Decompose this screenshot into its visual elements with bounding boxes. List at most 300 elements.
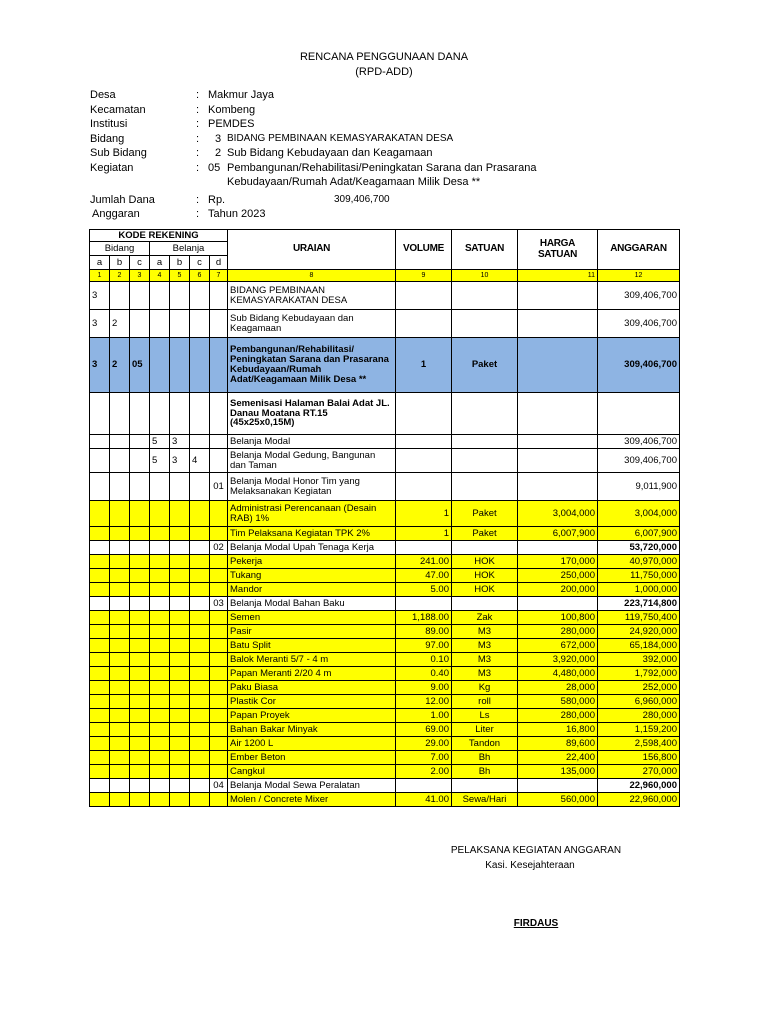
kode-cell: 05: [130, 338, 150, 393]
harga-satuan-cell: 16,800: [518, 723, 598, 737]
kode-cell: [190, 667, 210, 681]
kode-cell: [170, 695, 190, 709]
uraian-cell: Pasir: [228, 625, 396, 639]
table-row: [90, 681, 680, 695]
anggaran-cell: [598, 393, 680, 435]
kode-cell: 04: [210, 779, 228, 793]
uraian-cell: Belanja Modal Upah Tenaga Kerja: [228, 541, 396, 555]
kode-cell: [90, 435, 110, 449]
satuan-cell: HOK: [452, 569, 518, 583]
kode-cell: [130, 527, 150, 541]
harga-satuan-cell: [518, 473, 598, 501]
kode-cell: [210, 737, 228, 751]
header-row-numbers: [90, 270, 680, 282]
kode-cell: [210, 501, 228, 527]
table-row: [90, 765, 680, 779]
colon: :: [196, 147, 200, 159]
kode-cell: [150, 555, 170, 569]
kode-cell: [190, 583, 210, 597]
number-cell: 6: [190, 270, 210, 282]
kode-cell: [210, 611, 228, 625]
kode-cell: [130, 723, 150, 737]
number-cell: 11: [518, 270, 598, 282]
uraian-cell: Belanja Modal Honor Tim yang Melaksanakan Kegiatan: [228, 473, 396, 501]
anggaran-cell: 9,011,900: [598, 473, 680, 501]
desa-value: Makmur Jaya: [208, 89, 275, 101]
satuan-cell: roll: [452, 695, 518, 709]
desa-label: Desa: [90, 89, 116, 101]
harga-satuan-cell: [518, 310, 598, 338]
satuan-cell: [452, 779, 518, 793]
kode-cell: [110, 449, 130, 473]
colon: :: [196, 89, 200, 101]
volume-cell: 2.00: [396, 765, 452, 779]
volume-cell: 0.40: [396, 667, 452, 681]
uraian-cell: Belanja Modal Gedung, Bangunan dan Taman: [228, 449, 396, 473]
kode-cell: [210, 555, 228, 569]
anggaran-cell: 65,184,000: [598, 639, 680, 653]
anggaran-cell: 309,406,700: [598, 282, 680, 310]
table-row: [90, 779, 680, 793]
volume-cell: [396, 449, 452, 473]
kode-cell: [190, 435, 210, 449]
kode-cell: [210, 625, 228, 639]
volume-cell: 1: [396, 527, 452, 541]
anggaran-header: ANGGARAN: [598, 230, 680, 270]
anggaran-label: Anggaran: [92, 208, 140, 220]
anggaran-cell: 309,406,700: [598, 310, 680, 338]
table-row: [90, 709, 680, 723]
kode-cell: [110, 569, 130, 583]
harga-satuan-cell: 3,920,000: [518, 653, 598, 667]
harga-satuan-cell: [518, 435, 598, 449]
kode-cell: [170, 709, 190, 723]
kode-cell: [170, 793, 190, 807]
kode-cell: [170, 338, 190, 393]
kode-cell: [150, 583, 170, 597]
harga-satuan-cell: [518, 393, 598, 435]
kode-cell: [110, 695, 130, 709]
number-cell: 2: [110, 270, 130, 282]
kode-cell: [210, 527, 228, 541]
kode-cell: [150, 793, 170, 807]
kode-cell: [90, 653, 110, 667]
colon: :: [196, 193, 200, 206]
kode-cell: [210, 681, 228, 695]
kode-cell: [170, 751, 190, 765]
kode-cell: [170, 583, 190, 597]
anggaran-cell: 53,720,000: [598, 541, 680, 555]
kode-cell: [90, 541, 110, 555]
kode-cell: [130, 639, 150, 653]
kode-rekening-header: KODE REKENING: [90, 230, 228, 242]
volume-cell: 5.00: [396, 583, 452, 597]
anggaran-cell: 392,000: [598, 653, 680, 667]
kecamatan-value: Kombeng: [208, 103, 256, 116]
anggaran-cell: 6,007,900: [598, 527, 680, 541]
kode-cell: [110, 793, 130, 807]
kode-cell: [190, 779, 210, 793]
kode-cell: [90, 639, 110, 653]
kode-cell: [150, 310, 170, 338]
kode-cell: [90, 473, 110, 501]
uraian-cell: Belanja Modal Bahan Baku: [228, 597, 396, 611]
volume-cell: 41.00: [396, 793, 452, 807]
kode-cell: [170, 667, 190, 681]
letter-cell: b: [170, 256, 190, 270]
kode-cell: [150, 737, 170, 751]
anggaran-cell: 309,406,700: [598, 435, 680, 449]
volume-header: VOLUME: [396, 230, 452, 270]
kode-cell: [110, 527, 130, 541]
kode-cell: [110, 393, 130, 435]
satuan-cell: Kg: [452, 681, 518, 695]
kegiatan-value-line1: Pembangunan/Rehabilitasi/Peningkatan Sarana dan Prasarana: [227, 161, 537, 174]
kode-cell: [130, 473, 150, 501]
kode-cell: [150, 667, 170, 681]
kode-cell: [130, 393, 150, 435]
kode-cell: [110, 597, 130, 611]
kode-cell: [90, 709, 110, 723]
table-row: [90, 611, 680, 625]
table-row: [90, 310, 680, 338]
kode-cell: 01: [210, 473, 228, 501]
kegiatan-code: 05: [208, 161, 221, 174]
kode-cell: [110, 611, 130, 625]
anggaran-cell: 1,159,200: [598, 723, 680, 737]
kode-cell: 5: [150, 435, 170, 449]
number-cell: 9: [396, 270, 452, 282]
kode-cell: [150, 501, 170, 527]
kode-cell: [190, 751, 210, 765]
volume-cell: 1,188.00: [396, 611, 452, 625]
kode-cell: [150, 527, 170, 541]
volume-cell: [396, 473, 452, 501]
kegiatan-value-line2: Kebudayaan/Rumah Adat/Keagamaan Milik Desa **: [227, 176, 481, 188]
kode-cell: [110, 779, 130, 793]
kode-cell: [210, 435, 228, 449]
kode-cell: [190, 393, 210, 435]
harga-satuan-cell: 560,000: [518, 793, 598, 807]
volume-cell: 69.00: [396, 723, 452, 737]
kode-cell: [170, 541, 190, 555]
letter-cell: b: [110, 256, 130, 270]
kode-cell: [130, 793, 150, 807]
kode-cell: [170, 473, 190, 501]
document-subtitle: (RPD-ADD): [355, 66, 413, 78]
uraian-cell: Ember Beton: [228, 751, 396, 765]
kode-cell: [110, 282, 130, 310]
kode-cell: [110, 723, 130, 737]
number-cell: 8: [228, 270, 396, 282]
anggaran-cell: 309,406,700: [598, 449, 680, 473]
kode-cell: [210, 639, 228, 653]
uraian-cell: Pembangunan/Rehabilitasi/ Peningkatan Sarana dan Prasarana Kebudayaan/Rumah Adat/Keagamaan Milik Desa **: [228, 338, 396, 393]
colon: :: [196, 118, 200, 130]
uraian-cell: Papan Proyek: [228, 709, 396, 723]
volume-cell: 1.00: [396, 709, 452, 723]
kode-cell: [130, 779, 150, 793]
kode-cell: [150, 639, 170, 653]
kode-cell: [150, 282, 170, 310]
kode-cell: [170, 723, 190, 737]
subbidang-code: 2: [214, 147, 222, 159]
kode-cell: 5: [150, 449, 170, 473]
kode-cell: [190, 541, 210, 555]
number-cell: 10: [452, 270, 518, 282]
kode-cell: 03: [210, 597, 228, 611]
kode-cell: [110, 625, 130, 639]
number-cell: 4: [150, 270, 170, 282]
jumlah-value: 309,406,700: [334, 193, 390, 205]
satuan-cell: [452, 449, 518, 473]
volume-cell: [396, 310, 452, 338]
kode-cell: [190, 625, 210, 639]
anggaran-cell: 1,792,000: [598, 667, 680, 681]
letter-cell: d: [210, 256, 228, 270]
harga-satuan-cell: 100,800: [518, 611, 598, 625]
kode-cell: [170, 779, 190, 793]
kode-cell: [190, 737, 210, 751]
kode-cell: [90, 779, 110, 793]
kode-cell: [190, 282, 210, 310]
kode-cell: [190, 765, 210, 779]
table-row: [90, 449, 680, 473]
harga-satuan-cell: 200,000: [518, 583, 598, 597]
table-row: [90, 569, 680, 583]
harga-satuan-cell: [518, 338, 598, 393]
anggaran-cell: 11,750,000: [598, 569, 680, 583]
kode-cell: [210, 709, 228, 723]
volume-cell: [396, 435, 452, 449]
table-row: [90, 597, 680, 611]
kode-cell: [130, 611, 150, 625]
kode-cell: [110, 737, 130, 751]
kode-cell: [170, 501, 190, 527]
kode-cell: [130, 667, 150, 681]
kode-cell: [150, 653, 170, 667]
letter-cell: c: [190, 256, 210, 270]
uraian-cell: Belanja Modal Sewa Peralatan: [228, 779, 396, 793]
kode-cell: [190, 653, 210, 667]
kode-cell: [210, 338, 228, 393]
kegiatan-label: Kegiatan: [90, 161, 134, 174]
kode-cell: [170, 611, 190, 625]
uraian-cell: Semen: [228, 611, 396, 625]
kode-cell: [190, 695, 210, 709]
harga-satuan-cell: 672,000: [518, 639, 598, 653]
kode-cell: 3: [170, 449, 190, 473]
kode-cell: [150, 765, 170, 779]
letter-cell: a: [150, 256, 170, 270]
kode-cell: [170, 597, 190, 611]
kode-cell: [130, 555, 150, 569]
anggaran-cell: 3,004,000: [598, 501, 680, 527]
kode-cell: [110, 653, 130, 667]
belanja-group-header: Belanja: [150, 242, 228, 256]
kode-cell: [190, 639, 210, 653]
satuan-cell: M3: [452, 667, 518, 681]
kode-cell: [190, 338, 210, 393]
table-row: [90, 501, 680, 527]
kode-cell: [210, 723, 228, 737]
satuan-cell: Paket: [452, 501, 518, 527]
table-row: [90, 527, 680, 541]
volume-cell: 241.00: [396, 555, 452, 569]
kode-cell: 02: [210, 541, 228, 555]
anggaran-cell: 24,920,000: [598, 625, 680, 639]
kode-cell: [170, 569, 190, 583]
kode-cell: [90, 527, 110, 541]
kode-cell: [130, 625, 150, 639]
kode-cell: [190, 501, 210, 527]
kode-cell: [190, 723, 210, 737]
harga-satuan-cell: 89,600: [518, 737, 598, 751]
bidang-value: BIDANG PEMBINAAN KEMASYARAKATAN DESA: [227, 132, 454, 144]
volume-cell: 97.00: [396, 639, 452, 653]
volume-cell: [396, 541, 452, 555]
kode-cell: [130, 653, 150, 667]
satuan-cell: HOK: [452, 555, 518, 569]
anggaran-cell: 156,800: [598, 751, 680, 765]
volume-cell: 9.00: [396, 681, 452, 695]
kode-cell: [90, 723, 110, 737]
header-row-1: [90, 230, 680, 242]
satuan-cell: [452, 597, 518, 611]
kode-cell: [130, 597, 150, 611]
uraian-cell: Bahan Bakar Minyak: [228, 723, 396, 737]
kode-cell: [90, 393, 110, 435]
uraian-cell: Tukang: [228, 569, 396, 583]
kode-cell: [210, 695, 228, 709]
kode-cell: [110, 639, 130, 653]
kode-cell: [110, 473, 130, 501]
kode-cell: [130, 310, 150, 338]
kode-cell: [90, 765, 110, 779]
table-row: [90, 653, 680, 667]
harga-satuan-cell: 4,480,000: [518, 667, 598, 681]
anggaran-cell: 223,714,800: [598, 597, 680, 611]
satuan-header: SATUAN: [452, 230, 518, 270]
satuan-cell: [452, 393, 518, 435]
harga-satuan-cell: [518, 541, 598, 555]
kode-cell: [90, 681, 110, 695]
satuan-cell: Tandon: [452, 737, 518, 751]
satuan-cell: M3: [452, 639, 518, 653]
uraian-header: URAIAN: [228, 230, 396, 270]
kode-cell: [130, 681, 150, 695]
colon: :: [196, 103, 200, 116]
kode-cell: 3: [90, 338, 110, 393]
uraian-cell: Cangkul: [228, 765, 396, 779]
kode-cell: [130, 569, 150, 583]
satuan-cell: Ls: [452, 709, 518, 723]
uraian-cell: Administrasi Perencanaan (Desain RAB) 1%: [228, 501, 396, 527]
kode-cell: [210, 282, 228, 310]
uraian-cell: Molen / Concrete Mixer: [228, 793, 396, 807]
kode-cell: [90, 597, 110, 611]
kode-cell: [170, 653, 190, 667]
kode-cell: [150, 695, 170, 709]
table-row: [90, 393, 680, 435]
kode-cell: [210, 653, 228, 667]
harga-satuan-cell: 580,000: [518, 695, 598, 709]
kode-cell: [110, 541, 130, 555]
harga-satuan-cell: [518, 779, 598, 793]
signature-role: PELAKSANA KEGIATAN ANGGARAN: [450, 845, 622, 856]
volume-cell: 0.10: [396, 653, 452, 667]
uraian-cell: Plastik Cor: [228, 695, 396, 709]
volume-cell: 89.00: [396, 625, 452, 639]
table-row: [90, 282, 680, 310]
kode-cell: [90, 737, 110, 751]
kode-cell: [210, 793, 228, 807]
kode-cell: 3: [90, 282, 110, 310]
volume-cell: 12.00: [396, 695, 452, 709]
volume-cell: [396, 393, 452, 435]
institusi-value: PEMDES: [208, 118, 255, 130]
kode-cell: [110, 667, 130, 681]
kode-cell: 3: [170, 435, 190, 449]
kode-cell: [110, 583, 130, 597]
kode-cell: [90, 501, 110, 527]
uraian-cell: Belanja Modal: [228, 435, 396, 449]
kode-cell: [170, 625, 190, 639]
kode-cell: 3: [90, 310, 110, 338]
volume-cell: 7.00: [396, 751, 452, 765]
kode-cell: [150, 779, 170, 793]
jumlah-label: Jumlah Dana: [90, 193, 155, 206]
table-row: [90, 555, 680, 569]
volume-cell: [396, 597, 452, 611]
anggaran-cell: 2,598,400: [598, 737, 680, 751]
currency-label: Rp.: [208, 193, 226, 206]
table-row: [90, 541, 680, 555]
kode-cell: [170, 765, 190, 779]
satuan-cell: Sewa/Hari: [452, 793, 518, 807]
kode-cell: [170, 310, 190, 338]
bidang-group-header: Bidang: [90, 242, 150, 256]
kode-cell: [150, 541, 170, 555]
letter-cell: a: [90, 256, 110, 270]
satuan-cell: [452, 282, 518, 310]
harga-satuan-cell: 3,004,000: [518, 501, 598, 527]
harga-satuan-cell: 280,000: [518, 709, 598, 723]
kode-cell: [130, 765, 150, 779]
kode-cell: [150, 625, 170, 639]
kode-cell: [190, 473, 210, 501]
table-row: [90, 695, 680, 709]
kode-cell: [170, 737, 190, 751]
anggaran-cell: 270,000: [598, 765, 680, 779]
kode-cell: [90, 449, 110, 473]
colon: :: [196, 161, 200, 174]
kode-cell: [90, 695, 110, 709]
table-row: [90, 639, 680, 653]
kode-cell: [90, 751, 110, 765]
kode-cell: [150, 569, 170, 583]
volume-cell: 47.00: [396, 569, 452, 583]
kode-cell: [210, 583, 228, 597]
kode-cell: [210, 569, 228, 583]
volume-cell: [396, 282, 452, 310]
anggaran-cell: 40,970,000: [598, 555, 680, 569]
harga-satuan-cell: 28,000: [518, 681, 598, 695]
kode-cell: [130, 501, 150, 527]
number-cell: 1: [90, 270, 110, 282]
uraian-cell: Mandor: [228, 583, 396, 597]
number-cell: 5: [170, 270, 190, 282]
